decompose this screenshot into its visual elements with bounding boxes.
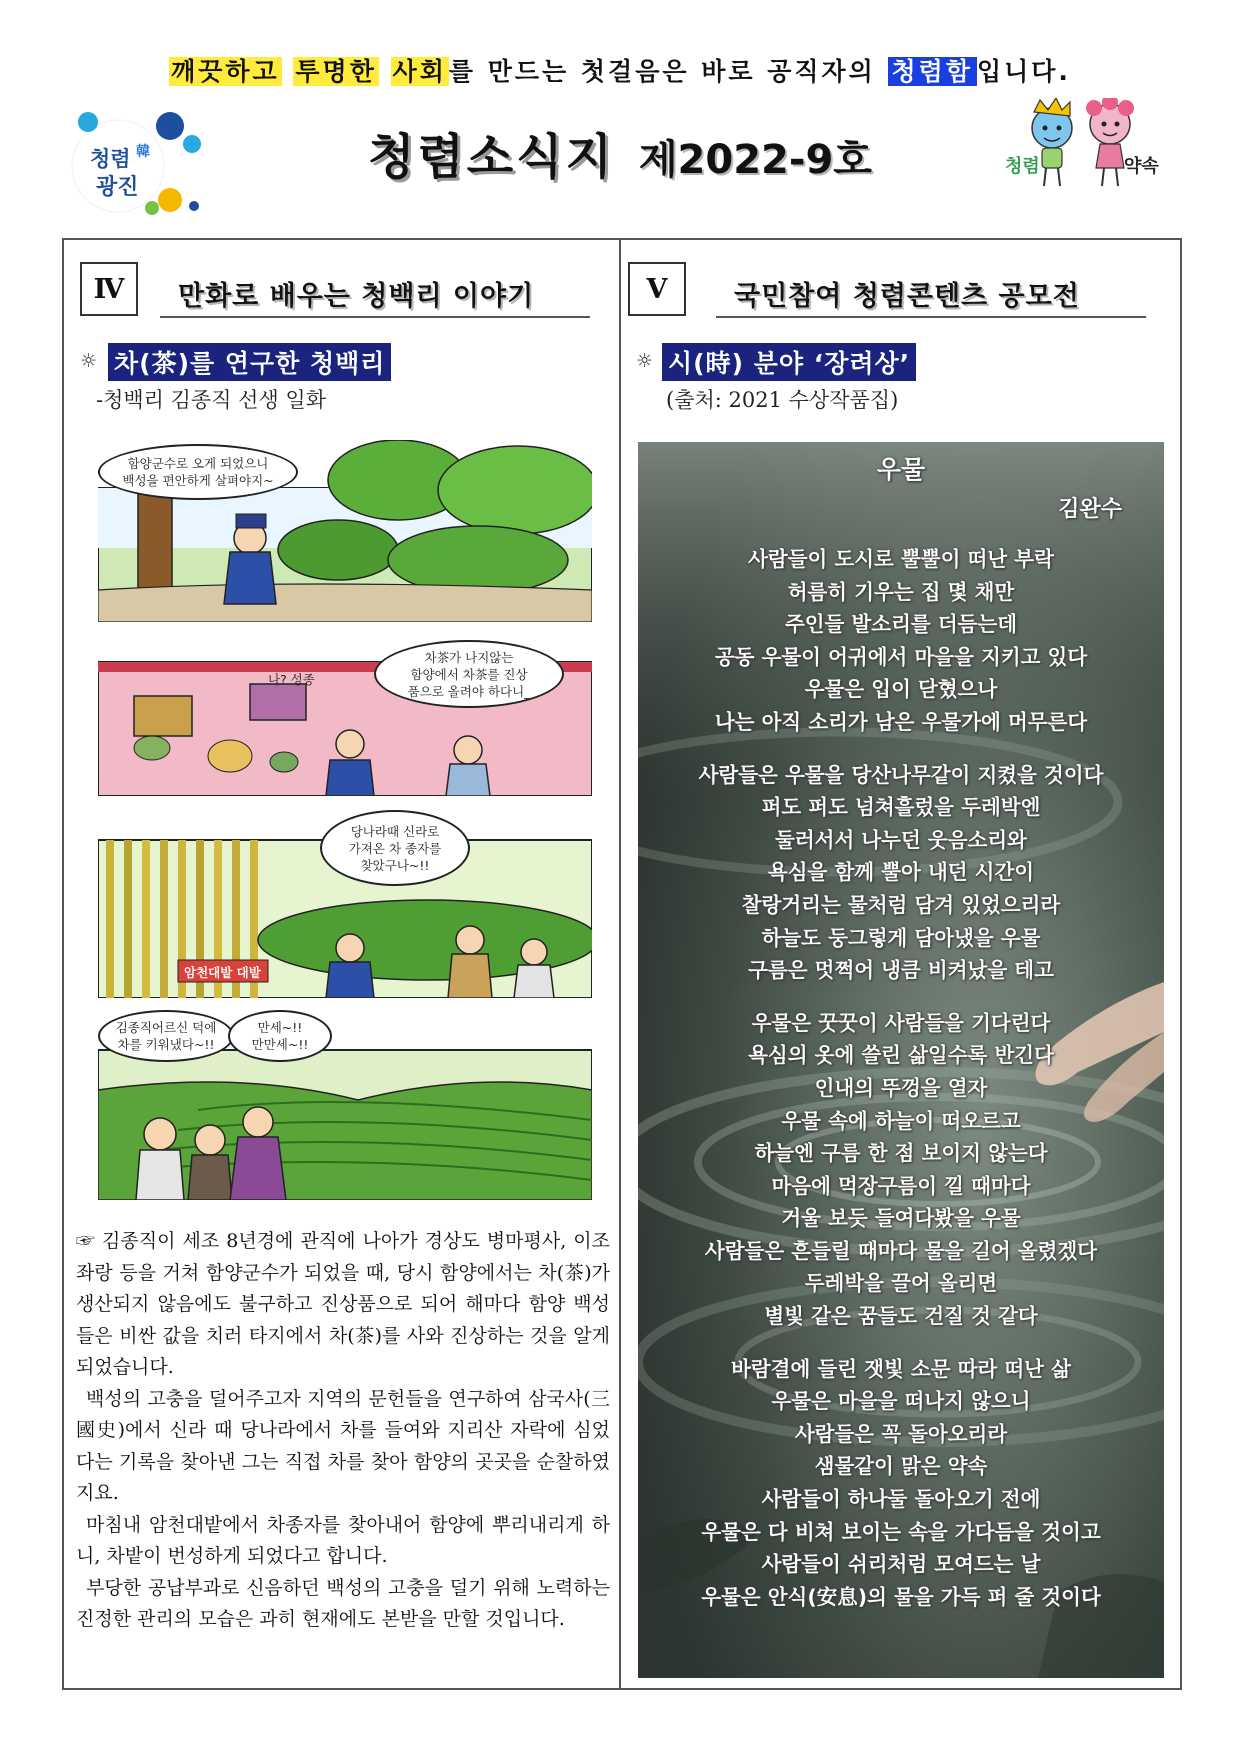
slogan-highlight-3: 사회 <box>392 57 447 86</box>
poem-stanza <box>638 759 1164 987</box>
poem-line: 우물은 꿋꿋이 사람들을 기다린다 <box>751 1010 1051 1035</box>
issue-number: 제2022-9호 <box>638 137 872 183</box>
subtitle-left: 차(茶)를 연구한 청백리 <box>108 343 391 381</box>
poem-line: 두레박을 끌어 올리면 <box>804 1271 998 1296</box>
poem-line: 나는 아직 소리가 남은 우물가에 머무른다 <box>714 709 1088 734</box>
mascot-label-yaksok: 약속 <box>1124 156 1159 177</box>
comic-panel-2 <box>98 640 592 796</box>
poem-line: 둘러서서 나누던 웃음소리와 <box>775 827 1027 852</box>
poem-line: 인내의 뚜껑을 열자 <box>814 1075 988 1100</box>
speech-bubble-2: 차茶가 나지않는 함양에서 차茶를 진상 품으로 올려야 하다니_ <box>374 640 564 708</box>
poem-line: 욕심의 옷에 쓸린 삶일수록 반긴다 <box>748 1043 1054 1068</box>
subtitle-right: 시(時) 분야 ‘장려상’ <box>662 343 916 381</box>
panel-3-sign: 암천대밭 대밭 <box>184 965 261 980</box>
slogan-highlight-4: 청렴함 <box>888 57 977 86</box>
slogan <box>0 52 1240 88</box>
poem-line: 우물은 다 비쳐 보이는 속을 가다듬을 것이고 <box>701 1519 1101 1544</box>
logo-text-3: 광진 <box>96 175 139 200</box>
speech-bubble-4b: 만세~!! 만만세~!! <box>228 1010 332 1062</box>
section-title-left: 만화로 배우는 청백리 이야기 <box>178 281 535 312</box>
poem-line: 우물은 입이 닫혔으나 <box>804 677 998 702</box>
poem-stanzas <box>638 543 1164 1613</box>
poem-line: 욕심을 함께 뿔아 내던 시간이 <box>767 860 1035 885</box>
poem-line: 주인들 발소리를 더듬는데 <box>784 612 1018 637</box>
slogan-space-1 <box>282 57 294 86</box>
poem-line: 샘물같이 맑은 약속 <box>814 1454 988 1479</box>
lightbulb-icon: ☼ <box>80 350 98 372</box>
logo-text-1: 청렴 <box>90 147 131 171</box>
subnote-right: (출처: 2021 수상작품집) <box>666 388 899 412</box>
poem-line: 사람들은 흔들릴 때마다 물을 길어 올렸겠다 <box>704 1238 1098 1263</box>
story-paragraph-2: 백성의 고충을 덜어주고자 지역의 문헌들을 연구하여 삼국사(三國史)에서 신라 때 당나라에서 차를 들여와 지리산 자락에 심었다는 기록을 찾아낸 그는 직접 차를 찾아 함양의 곳곳을 순찰하였지요. <box>76 1387 610 1504</box>
slogan-highlight-2: 투명한 <box>295 57 377 86</box>
story-paragraph-4: 부당한 공납부과로 신음하던 백성의 고충을 덜기 위해 노력하는 진정한 관리의 모습은 과히 현재에도 본받을 만할 것입니다. <box>76 1576 610 1630</box>
poem-line: 허름히 기우는 집 몇 채만 <box>787 579 1015 604</box>
poem-line: 거울 보듯 들여다봤을 우물 <box>781 1206 1021 1231</box>
poem-stanza <box>638 1353 1164 1614</box>
poem-line: 우물 속에 하늘이 떠오르고 <box>781 1108 1021 1133</box>
lightbulb-icon-right: ☼ <box>636 350 654 372</box>
poem-line: 구름은 멋쩍어 냉큼 비켜났을 테고 <box>748 958 1054 983</box>
logo-text-2: 韓 <box>136 144 150 160</box>
story-body <box>76 1226 610 1636</box>
story-paragraph-3: 마침내 암천대밭에서 차종자를 찾아내어 함양에 뿌리내리게 하니, 차밭이 번성하게 되었다고 합니다. <box>76 1513 610 1567</box>
mascot-icon <box>990 98 1180 196</box>
story-paragraph-1: ☞ 김종직이 세조 8년경에 관직에 나아가 경상도 병마평사, 이조좌랑 등을 거쳐 함양군수가 되었을 때, 당시 함양에서는 차(茶)가 생산되지 않음에도 불구하고 진상품으로 되어 해마다 함양 백성들은 비싼 값을 치러 타지에서 차(茶)를 사와 진상하는 것을 알게 되었습니다. <box>76 1230 610 1378</box>
speech-bubble-3: 당나라때 신라로 가져온 차 종자를 찾았구나~!! <box>320 810 470 886</box>
section-number-left: Ⅳ <box>80 262 138 316</box>
comic-panel-4 <box>98 1010 592 1200</box>
poem-line: 바람결에 들린 잿빛 소문 따라 떠난 삶 <box>731 1356 1071 1381</box>
poem-line: 우물은 안식(安息)의 물을 가득 퍼 줄 것이다 <box>701 1584 1101 1609</box>
poem-line: 찰랑거리는 물처럼 담겨 있었으리라 <box>741 892 1061 917</box>
subnote-left: -청백리 김종직 선생 일화 <box>96 388 326 412</box>
newsletter-title: 청렴소식지 <box>368 129 615 185</box>
poem-line: 퍼도 퍼도 넘쳐흘렀을 두레박엔 <box>761 795 1041 820</box>
section-underline-left <box>160 316 590 318</box>
poem-text <box>638 442 1164 1613</box>
speech-bubble-1: 함양군수로 오게 되었으니 백성을 편안하게 살펴야지~ <box>98 444 298 500</box>
poem-line: 우물은 마을을 떠나지 않으니 <box>771 1389 1031 1414</box>
poem-title: 우물 <box>876 455 926 484</box>
section-title-right: 국민참여 청렴콘텐츠 공모전 <box>734 281 1080 312</box>
poem-line: 마음에 먹장구름이 낄 때마다 <box>771 1173 1031 1198</box>
poem-line: 별빛 같은 꿈들도 건질 것 같다 <box>764 1304 1038 1329</box>
slogan-space-2 <box>379 57 391 86</box>
column-divider <box>619 238 621 1690</box>
panel-2-label: 나? 성종 <box>268 672 315 687</box>
poem-line: 하늘엔 구름 한 점 보이지 않는다 <box>754 1141 1048 1166</box>
poem-line: 사람들이 쉬리처럼 모여드는 날 <box>761 1552 1041 1577</box>
poem-card <box>638 442 1164 1678</box>
poem-line: 사람들은 꼭 돌아오리라 <box>794 1421 1008 1446</box>
poem-line: 사람들이 하나둘 돌아오기 전에 <box>761 1487 1041 1512</box>
poem-line: 사람들은 우물을 당산나무같이 지켰을 것이다 <box>698 762 1104 787</box>
poem-stanza <box>638 1007 1164 1333</box>
slogan-end: 입니다. <box>976 57 1071 86</box>
poem-line: 사람들이 도시로 뿔뿔이 떠난 부락 <box>748 547 1054 571</box>
poem-line: 공동 우물이 어귀에서 마을을 지키고 있다 <box>714 644 1088 669</box>
poem-stanza <box>638 543 1164 739</box>
slogan-highlight-1: 깨끗하고 <box>171 57 280 86</box>
slogan-middle: 를 만드는 첫걸음은 바로 공직자의 <box>448 57 888 86</box>
section-underline-right <box>716 316 1146 318</box>
mascot-label-cheongryeom: 청렴 <box>1005 156 1040 177</box>
comic-panel-1 <box>98 440 592 622</box>
comic-panel-3 <box>98 810 592 998</box>
poem-author: 김완수 <box>1058 497 1122 522</box>
poem-line: 하늘도 둥그렇게 담아냈을 우물 <box>761 925 1041 950</box>
speech-bubble-4a: 김종직어르신 덕에 차를 키워냈다~!! <box>98 1010 234 1062</box>
section-number-right: Ⅴ <box>628 262 686 316</box>
